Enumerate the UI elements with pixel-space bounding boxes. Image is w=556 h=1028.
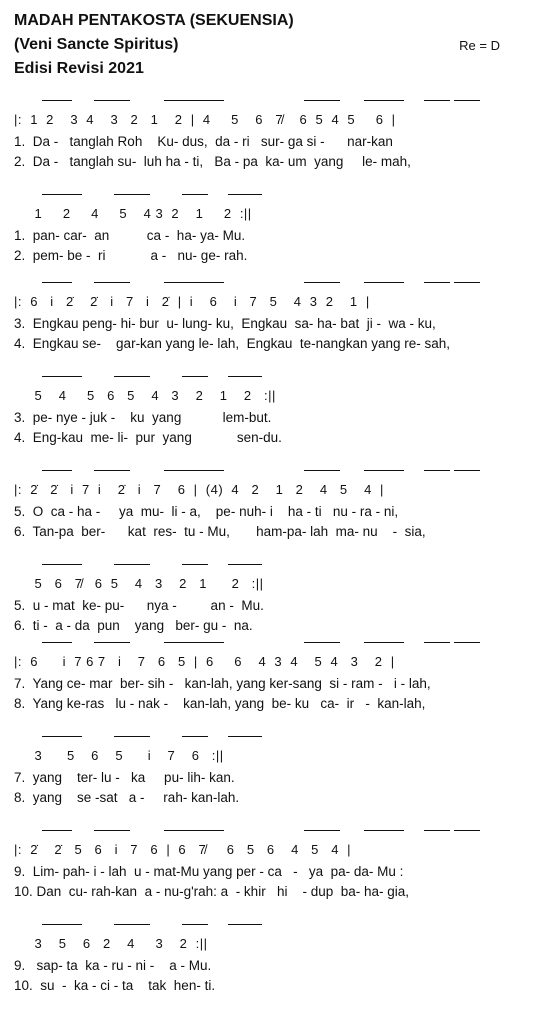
beam-lines <box>14 94 534 114</box>
beam-lines <box>14 636 534 656</box>
lyric-line: 2. pem- be - ri a - nu- ge- rah. <box>14 248 248 263</box>
lyric-line: 9. sap- ta ka - ru - ni - a - Mu. <box>14 958 212 973</box>
lyric-line: 7. yang ter- lu - ka pu- lih- kan. <box>14 770 235 785</box>
lyric-line: 2. Da - tanglah su- luh ha - ti, Ba - pa ka- um yang le- mah, <box>14 154 411 169</box>
lyric-line: 8. yang se -sat a - rah- kan-lah. <box>14 790 240 805</box>
beam-lines <box>14 918 534 938</box>
lyric-line: 5. O ca - ha - ya mu- li - a, pe- nuh- i ha - ti nu - ra - ni, <box>14 504 399 519</box>
beam-lines <box>14 464 534 484</box>
song-title: MADAH PENTAKOSTA (SEKUENSIA) <box>14 12 294 29</box>
notation-line: |: 6 i 7 6 7 i 7 6 5 | 6 6 4 3 4 5 4 3 2 | <box>14 654 395 669</box>
lyric-line: 6. Tan-pa ber- kat res- tu - Mu, ham-pa- lah ma- nu - sia, <box>14 524 426 539</box>
notation-line: 1 2 4 5 4 3 2 1 2 :|| <box>14 206 252 221</box>
song-subtitle: (Veni Sancte Spiritus) <box>14 36 179 53</box>
lyric-line: 3. Engkau peng- hi- bur u- lung- ku, Engkau sa- ha- bat ji - wa - ku, <box>14 316 436 331</box>
lyric-line: 1. pan- car- an ca - ha- ya- Mu. <box>14 228 246 243</box>
notation-line: |: 2̇ 2̇ 5 6 i 7 6 | 6 7̸ 6 5 6 4 5 4 | <box>14 842 352 857</box>
beam-lines <box>14 370 534 390</box>
lyric-line: 10. su - ka - ci - ta tak hen- ti. <box>14 978 216 993</box>
lyric-line: 3. pe- nye - juk - ku yang lem-but. <box>14 410 272 425</box>
lyric-line: 5. u - mat ke- pu- nya - an - Mu. <box>14 598 264 613</box>
lyric-line: 6. ti - a - da pun yang ber- gu - na. <box>14 618 253 633</box>
lyric-line: 1. Da - tanglah Roh Ku- dus, da - ri sur- ga si - nar-kan <box>14 134 393 149</box>
beam-lines <box>14 558 534 578</box>
notation-line: 3 5 6 5 i 7 6 :|| <box>14 748 224 763</box>
beam-lines <box>14 824 534 844</box>
notation-line: |: 2̇ 2̇ i 7 i 2̇ i 7 6 | (4) 4 2 1 2 4 5 4 | <box>14 482 384 497</box>
notation-line: 5 4 5 6 5 4 3 2 1 2 :|| <box>14 388 276 403</box>
beam-lines <box>14 188 534 208</box>
lyric-line: 10. Dan cu- rah-kan a - nu-g'rah: a - khir hi - dup ba- ha- gia, <box>14 884 410 899</box>
notation-line: |: 1 2 3 4 3 2 1 2 | 4 5 6 7̸ 6 5 4 5 6 | <box>14 112 396 127</box>
beam-lines <box>14 730 534 750</box>
lyric-line: 8. Yang ke-ras lu - nak - kan-lah, yang be- ku ca- ir - kan-lah, <box>14 696 426 711</box>
song-edition: Edisi Revisi 2021 <box>14 60 144 77</box>
notation-line: 3 5 6 2 4 3 2 :|| <box>14 936 208 951</box>
notation-line: |: 6 i 2̇ 2̇ i 7 i 2̇ | i 6 i 7 5 4 3 2 1 | <box>14 294 370 309</box>
lyric-line: 4. Engkau se- gar-kan yang le- lah, Engkau te-nangkan yang re- sah, <box>14 336 451 351</box>
lyric-line: 9. Lim- pah- i - lah u - mat-Mu yang per - ca - ya pa- da- Mu : <box>14 864 404 879</box>
lyric-line: 7. Yang ce- mar ber- sih - kan-lah, yang ker-sang si - ram - i - lah, <box>14 676 431 691</box>
beam-lines <box>14 276 534 296</box>
lyric-line: 4. Eng-kau me- li- pur yang sen-du. <box>14 430 282 445</box>
notation-line: 5 6 7̸ 6 5 4 3 2 1 2 :|| <box>14 576 264 591</box>
score-block <box>0 908 556 1028</box>
key-signature: Re = D <box>459 38 500 53</box>
